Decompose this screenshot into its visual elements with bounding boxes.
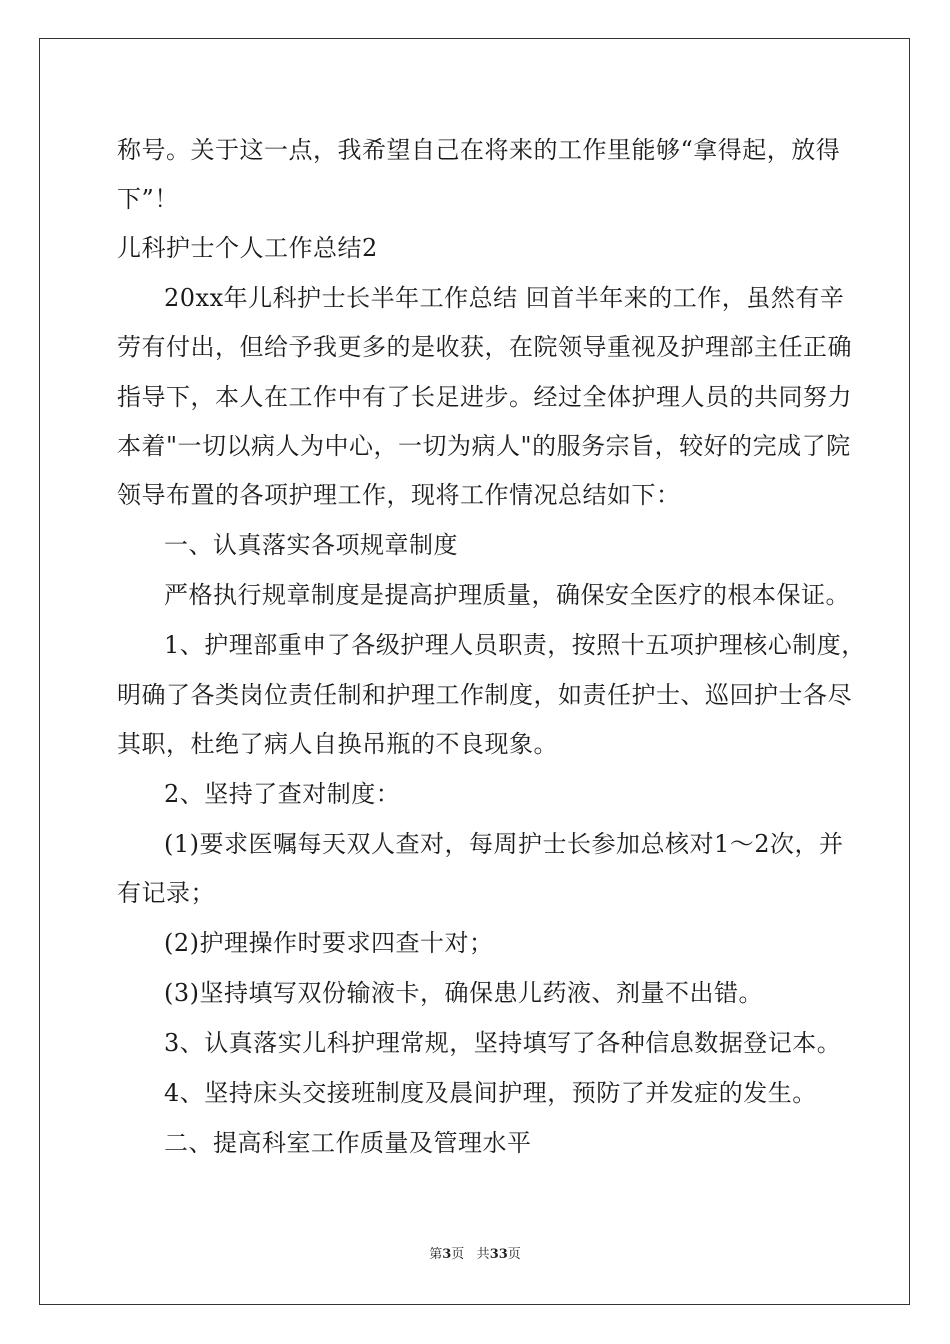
text-line: 2、坚持了查对制度： (164, 780, 401, 808)
text-line: 劳有付出，但给予我更多的是收获，在院领导重视及护理部主任正确 (117, 333, 852, 361)
text-line: 严格执行规章制度是提高护理质量，确保安全医疗的根本保证。 (164, 581, 850, 609)
footer-total-prefix: 共 (476, 1247, 490, 1262)
text-line: 指导下，本人在工作中有了长足进步。经过全体护理人员的共同努力 (117, 383, 852, 411)
text-line: 4、坚持床头交接班制度及晨间护理，预防了并发症的发生。 (164, 1079, 817, 1107)
heading-2: 二、提高科室工作质量及管理水平 (164, 1129, 532, 1157)
page-border (39, 38, 910, 1305)
text-line: 20xx年儿科护士长半年工作总结 回首半年来的工作，虽然有辛 (164, 284, 845, 312)
footer-total-suffix: 页 (507, 1247, 521, 1262)
text-line: (2)护理操作时要求四查十对； (164, 929, 494, 957)
text-line: (3)坚持填写双份输液卡，确保患儿药液、剂量不出错。 (164, 979, 763, 1007)
text-line: 称号。关于这一点，我希望自己在将来的工作里能够“拿得起，放得 (117, 136, 841, 164)
text-line: 领导布置的各项护理工作，现将工作情况总结如下： (117, 481, 681, 509)
text-line: 本着"一切以病人为中心，一切为病人"的服务宗旨，较好的完成了院 (117, 432, 851, 460)
total-pages: 33 (489, 1247, 508, 1262)
page-footer (0, 1247, 950, 1263)
section-title: 儿科护士个人工作总结2 (117, 234, 378, 262)
footer-page-suffix: 页 (451, 1247, 465, 1262)
text-line: (1)要求医嘱每天双人查对，每周护士长参加总核对1～2次，并 (164, 830, 844, 858)
heading-1: 一、认真落实各项规章制度 (164, 531, 458, 559)
text-line: 明确了各类岗位责任制和护理工作制度，如责任护士、巡回护士各尽 (117, 681, 852, 709)
text-line: 下”！ (117, 185, 179, 213)
page-number: 3 (442, 1247, 452, 1262)
footer-prefix: 第 (429, 1247, 443, 1262)
text-line: 1、护理部重申了各级护理人员职责，按照十五项护理核心制度， (164, 631, 866, 659)
text-line: 有记录； (117, 879, 215, 907)
text-line: 其职，杜绝了病人自换吊瓶的不良现象。 (117, 730, 558, 758)
text-line: 3、认真落实儿科护理常规，坚持填写了各种信息数据登记本。 (164, 1029, 842, 1057)
